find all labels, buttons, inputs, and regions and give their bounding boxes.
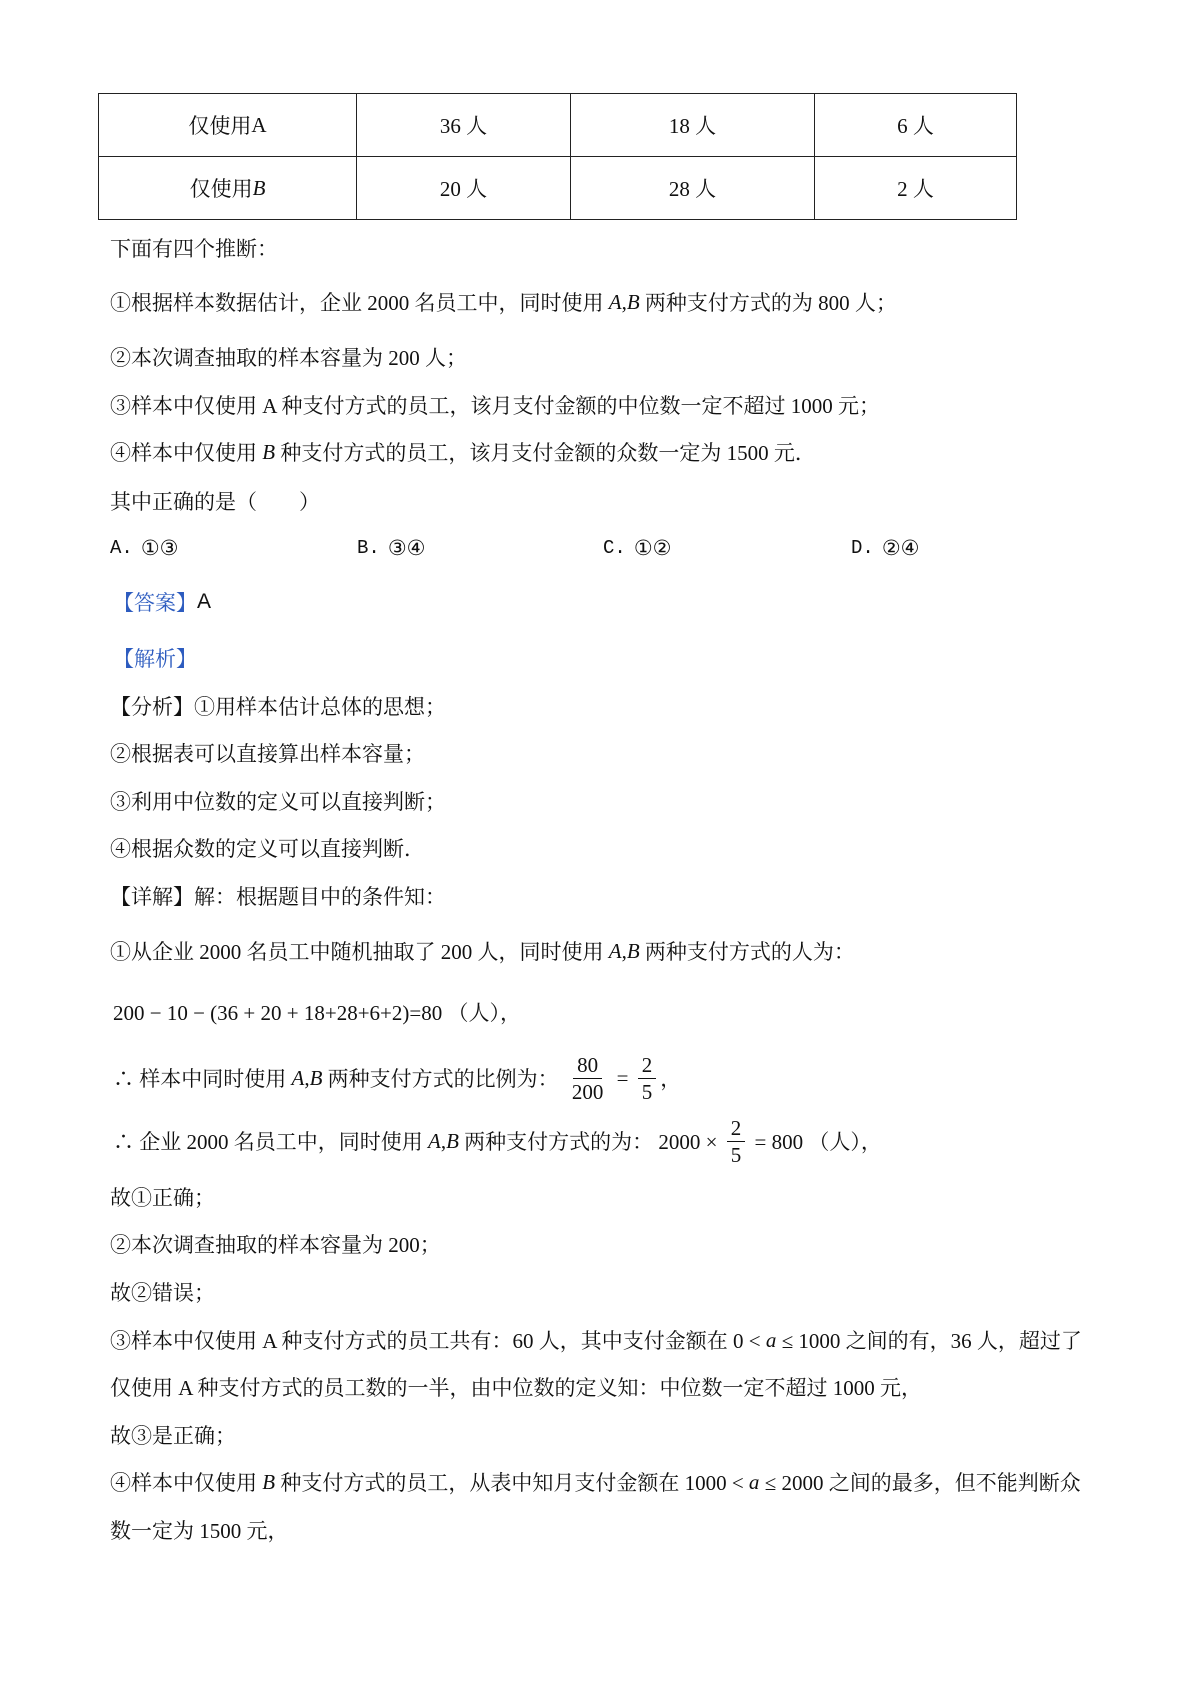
math-variable: A (608, 938, 622, 963)
text-run: , (440, 1128, 447, 1153)
text-run: 仅使用 (188, 114, 252, 138)
summary-line-4 (110, 833, 425, 863)
row-label (190, 173, 266, 203)
text-run: ②④ (881, 535, 920, 560)
statement-2 (110, 342, 467, 372)
estimate-line (113, 1115, 882, 1167)
text-run: 200 − 10 − (36 + 20 + 18+28+6+2)=80 （人）， (113, 1001, 521, 1025)
option-d (851, 533, 919, 563)
text-run: ③利用中位数的定义可以直接判断； (110, 790, 446, 814)
option-letter: D. (851, 537, 874, 559)
text-run: , (621, 289, 627, 314)
detail-line (110, 1325, 1082, 1355)
text-run: ≤ 1000 之间的有，36 人，超过了 (776, 1329, 1082, 1353)
fraction-numerator: 80 (573, 1052, 602, 1079)
detail-heading (110, 881, 446, 911)
answer-value: A (197, 590, 212, 613)
option-a (110, 533, 178, 563)
text-run: ③④ (387, 535, 426, 560)
detail-line (110, 1467, 1081, 1497)
text-run: 数一定为 1500 元， (110, 1519, 289, 1543)
math-variable: A (428, 1128, 441, 1153)
row-label-cell (99, 94, 357, 157)
fraction-denominator: 200 (571, 1079, 604, 1104)
option-letter: A. (110, 537, 133, 559)
summary-line-1 (110, 691, 446, 721)
text-run: 其中正确的是（ ） (110, 490, 320, 514)
table-row (99, 94, 1017, 157)
math-variable: A (608, 289, 622, 314)
table-cell: 2 人 (815, 157, 1017, 220)
detail-line (110, 936, 855, 966)
detail-line (110, 1229, 441, 1259)
fraction (568, 1052, 608, 1105)
text-run: 两种支付方式的为： 2000 × (458, 1130, 723, 1154)
text-run: 仅使用 A 种支付方式的员工数的一半，由中位数的定义知：中位数一定不超过 1000 元， (110, 1376, 923, 1400)
ratio-line (113, 1052, 682, 1104)
summary-line-2 (110, 738, 425, 768)
answer-line (113, 587, 211, 617)
text-run: 种支付方式的员工，从表中知月支付金额在 1000 < (275, 1471, 749, 1495)
text-run: 两种支付方式的比例为： (322, 1067, 564, 1091)
math-variable: a (748, 1469, 760, 1494)
math-variable: B (262, 439, 276, 464)
text-run: 故③是正确； (110, 1424, 236, 1448)
math-variable: B (446, 1128, 459, 1153)
text-run: 下面有四个推断： (110, 237, 278, 261)
text-run: , (621, 938, 627, 963)
fraction-denominator: 5 (730, 1142, 742, 1167)
fraction-numerator: 2 (727, 1115, 746, 1142)
table-cell: 6 人 (815, 94, 1017, 157)
text-run: ②根据表可以直接算出样本容量； (110, 742, 425, 766)
row-label-cell (99, 157, 357, 220)
formula-line (113, 997, 521, 1027)
math-variable: B (262, 1469, 276, 1494)
fraction-numerator: 2 (638, 1052, 657, 1079)
text-run: , (304, 1065, 310, 1090)
intro-line (110, 233, 278, 263)
option-letter: C. (603, 537, 626, 559)
text-run: ， (660, 1067, 682, 1091)
math-variable: a (765, 1327, 777, 1352)
statement-4 (110, 437, 816, 467)
text-run: 故②错误； (110, 1281, 215, 1305)
text-run: ④样本中仅使用 (110, 1471, 263, 1495)
option-letter: B. (357, 537, 380, 559)
text-run: ①根据样本数据估计，企业 2000 名员工中，同时使用 (110, 291, 609, 315)
text-run: ≤ 2000 之间的最多，但不能判断众 (759, 1471, 1081, 1495)
text-run: ∴ 样本中同时使用 (113, 1067, 292, 1091)
section-tag: 【解析】 (113, 647, 197, 671)
text-run: ∴ 企业 2000 名员工中，同时使用 (113, 1130, 428, 1154)
text-run: ①从企业 2000 名员工中随机抽取了 200 人，同时使用 (110, 940, 609, 964)
text-run: ④样本中仅使用 (110, 441, 263, 465)
payment-table (98, 93, 1017, 220)
table-cell: 36 人 (357, 94, 571, 157)
text-run: 【分析】①用样本估计总体的思想； (110, 695, 446, 719)
text-run: ③样本中仅使用 A 种支付方式的员工共有：60 人，其中支付金额在 0 < (110, 1329, 766, 1353)
table-row (99, 157, 1017, 220)
text-run: 仅使用 (189, 177, 253, 201)
fraction (727, 1115, 746, 1168)
question-prompt (110, 486, 320, 516)
option-c (603, 533, 671, 563)
table-cell: 28 人 (571, 157, 815, 220)
option-b (357, 533, 425, 563)
summary-line-3 (110, 786, 446, 816)
detail-line (110, 1372, 922, 1402)
detail-line (110, 1182, 215, 1212)
fraction (638, 1052, 657, 1105)
math-variable: A (291, 1065, 305, 1090)
text-run: = (611, 1065, 634, 1090)
text-run: 种支付方式的员工，该月支付金额的众数一定为 1500 元． (275, 441, 816, 465)
detail-line (110, 1515, 289, 1545)
fraction-denominator: 5 (641, 1079, 653, 1104)
text-run: A (251, 112, 267, 137)
detail-line (110, 1277, 215, 1307)
text-run: 两种支付方式的为 800 人； (639, 291, 897, 315)
text-run: 两种支付方式的人为： (639, 940, 855, 964)
statement-1 (110, 287, 897, 317)
text-run: ①③ (140, 535, 179, 560)
text-run: 【详解】解：根据题目中的条件知： (110, 885, 446, 909)
table-cell: 20 人 (357, 157, 571, 220)
analysis-heading (113, 643, 197, 673)
text-run: ②本次调查抽取的样本容量为 200 人； (110, 346, 467, 370)
text-run: = 800 （人）， (749, 1130, 882, 1154)
math-variable: B (252, 175, 266, 200)
text-run: ②本次调查抽取的样本容量为 200； (110, 1233, 441, 1257)
text-run: ③样本中仅使用 A 种支付方式的员工，该月支付金额的中位数一定不超过 1000 元； (110, 394, 881, 418)
section-tag: 【答案】 (113, 591, 197, 615)
table-cell: 18 人 (571, 94, 815, 157)
math-variable: B (626, 938, 640, 963)
math-variable: B (626, 289, 640, 314)
text-run: ①② (633, 535, 672, 560)
math-variable: B (309, 1065, 323, 1090)
statement-3 (110, 390, 880, 420)
text-run: 故①正确； (110, 1186, 215, 1210)
row-label (188, 110, 266, 140)
detail-line (110, 1420, 236, 1450)
text-run: ④根据众数的定义可以直接判断． (110, 837, 425, 861)
